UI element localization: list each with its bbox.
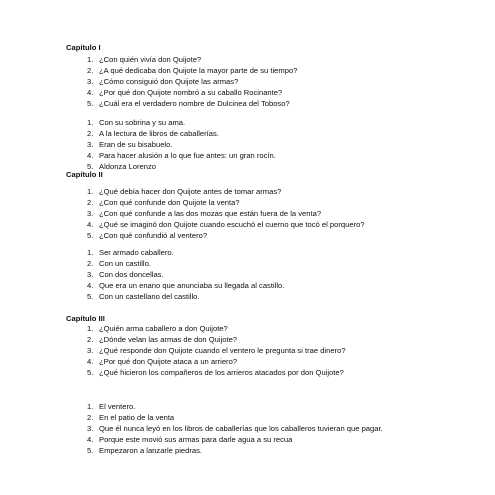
answer-text: Que era un enano que anunciaba su llegada al castillo. <box>99 281 285 290</box>
question-text: ¿Con qué confundió al ventero? <box>99 231 208 240</box>
question-text: ¿Con quién vivía don Quijote? <box>99 55 202 64</box>
answer-text: En el patio de la venta <box>99 413 175 422</box>
question-text: ¿Qué hicieron los compañeros de los arrieros atacados por don Quijote? <box>99 368 344 377</box>
item-number: 2. <box>87 66 94 75</box>
item-number: 4. <box>87 281 94 290</box>
item-number: 1. <box>87 402 94 411</box>
answer-text: Aldonza Lorenzo <box>99 162 156 171</box>
item-number: 3. <box>87 346 94 355</box>
chapter-title: Capítulo II <box>66 170 103 179</box>
question-text: ¿Qué debía hacer don Quijote antes de tomar armas? <box>99 187 282 196</box>
answer-text: Eran de su bisabuelo. <box>99 140 173 149</box>
item-number: 2. <box>87 259 94 268</box>
question-text: ¿Dónde velan las armas de don Quijote? <box>99 335 238 344</box>
item-number: 3. <box>87 77 94 86</box>
question-text: ¿Con qué confunde a las dos mozas que están fuera de la venta? <box>99 209 322 218</box>
question-text: ¿Cuál era el verdadero nombre de Dulcinea del Toboso? <box>99 99 290 108</box>
answer-text: Con dos doncellas. <box>99 270 164 279</box>
question-text: ¿Quién arma caballero a don Quijote? <box>99 324 228 333</box>
item-number: 4. <box>87 88 94 97</box>
answer-text: Porque este movió sus armas para darle agua a su recua <box>99 435 293 444</box>
item-number: 3. <box>87 270 94 279</box>
answer-text: Ser armado caballero. <box>99 248 174 257</box>
item-number: 4. <box>87 357 94 366</box>
answer-text: Para hacer alusión a lo que fue antes: un gran rocín. <box>99 151 276 160</box>
answer-text: A la lectura de libros de caballerías. <box>99 129 219 138</box>
answer-text: Con un castillo. <box>99 259 151 268</box>
item-number: 2. <box>87 413 94 422</box>
answer-text: Empezaron a lanzarle piedras. <box>99 446 202 455</box>
answer-text: Con su sobrina y su ama. <box>99 118 186 127</box>
question-text: ¿Con qué confunde don Quijote la venta? <box>99 198 240 207</box>
question-text: ¿Qué se imaginó don Quijote cuando escuchó el cuerno que tocó el porquero? <box>99 220 365 229</box>
answer-text: El ventero. <box>99 402 136 411</box>
item-number: 4. <box>87 220 94 229</box>
item-number: 5. <box>87 368 94 377</box>
item-number: 5. <box>87 162 94 171</box>
item-number: 1. <box>87 187 94 196</box>
question-text: ¿Por qué don Quijote nombró a su caballo Rocinante? <box>99 88 283 97</box>
item-number: 4. <box>87 151 94 160</box>
item-number: 1. <box>87 55 94 64</box>
answer-text: Que él nunca leyó en los libros de caballerías que los caballeros tuvieran que pagar. <box>99 424 383 433</box>
question-text: ¿Qué responde don Quijote cuando el ventero le pregunta si trae dinero? <box>99 346 346 355</box>
answer-text: Con un castellano del castillo. <box>99 292 200 301</box>
item-number: 3. <box>87 209 94 218</box>
item-number: 2. <box>87 129 94 138</box>
item-number: 3. <box>87 424 94 433</box>
item-number: 1. <box>87 324 94 333</box>
item-number: 3. <box>87 140 94 149</box>
question-text: ¿Por qué don Quijote ataca a un arriero? <box>99 357 238 366</box>
item-number: 5. <box>87 231 94 240</box>
question-text: ¿A qué dedicaba don Quijote la mayor parte de su tiempo? <box>99 66 298 75</box>
item-number: 5. <box>87 446 94 455</box>
item-number: 5. <box>87 99 94 108</box>
chapter-title: Capítulo III <box>66 314 105 323</box>
chapter-title: Capítulo I <box>66 43 101 52</box>
item-number: 4. <box>87 435 94 444</box>
item-number: 2. <box>87 335 94 344</box>
question-text: ¿Cómo consiguió don Quijote las armas? <box>99 77 239 86</box>
item-number: 2. <box>87 198 94 207</box>
item-number: 1. <box>87 118 94 127</box>
item-number: 5. <box>87 292 94 301</box>
item-number: 1. <box>87 248 94 257</box>
